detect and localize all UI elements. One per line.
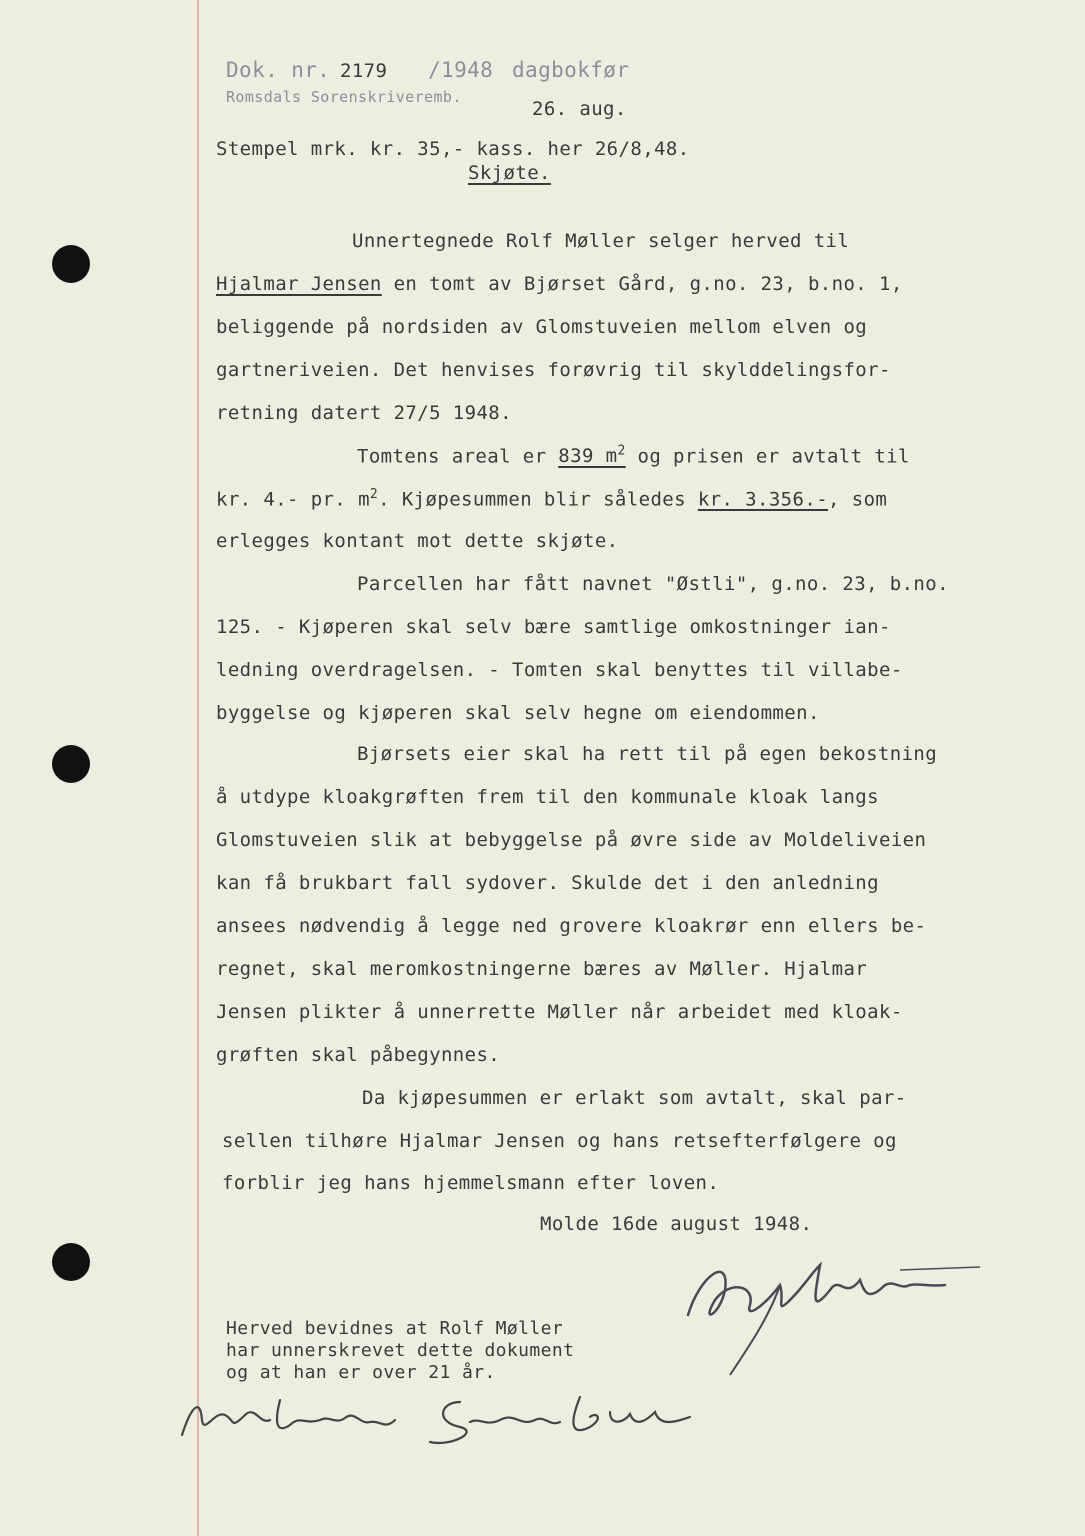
area-text: 839 m — [558, 445, 618, 468]
body-line: 125. - Kjøperen skal selv bære samtlige omkostninger ian- — [216, 616, 891, 638]
witness-line: og at han er over 21 år. — [226, 1362, 496, 1383]
body-line: Parcellen har fått navnet "Østli", g.no. 23, b.no. — [357, 573, 949, 595]
dok-label: Dok. nr. — [226, 58, 331, 82]
body-line: byggelse og kjøperen skal selv hegne om eiendommen. — [216, 702, 820, 724]
stamp-line: Stempel mrk. kr. 35,- kass. her 26/8,48. — [216, 138, 690, 160]
body-line: regnet, skal meromkostningerne bæres av Møller. Hjalmar — [216, 958, 868, 980]
body-line — [216, 487, 887, 510]
body-line: Unnertegnede Rolf Møller selger herved til — [352, 230, 850, 252]
body-line: ledning overdragelsen. - Tomten skal benyttes til villabe- — [216, 659, 903, 681]
body-line: Glomstuveien slik at bebyggelse på øvre side av Moldeliveien — [216, 829, 927, 851]
body-text: en tomt av Bjørset Gård, g.no. 23, b.no. 1, — [381, 273, 903, 295]
body-line: gartneriveien. Det henvises forøvrig til skylddelingsfor- — [216, 359, 891, 381]
body-text: Tomtens areal er — [357, 445, 559, 468]
body-line: beliggende på nordsiden av Glomstuveien mellom elven og — [216, 316, 868, 338]
body-line: erlegges kontant mot dette skjøte. — [216, 530, 619, 552]
body-line: forblir jeg hans hjemmelsmann efter loven. — [222, 1172, 720, 1194]
body-line: å utdype kloakgrøften frem til den kommunale kloak langs — [216, 786, 879, 808]
body-line: Jensen plikter å unnerrette Møller når arbeidet med kloak- — [216, 1001, 903, 1023]
witness-line: har unnerskrevet dette dokument — [226, 1340, 575, 1361]
body-line: kan få brukbart fall sydover. Skulde det i den anledning — [216, 872, 879, 894]
buyer-name: Hjalmar Jensen — [216, 273, 382, 295]
seller-signature — [670, 1245, 990, 1385]
body-line: sellen tilhøre Hjalmar Jensen og hans retsefterfølgere og — [222, 1130, 897, 1152]
body-line — [357, 444, 910, 467]
body-line: Bjørsets eier skal ha rett til på egen bekostning — [357, 743, 938, 765]
office-stamp: Romsdals Sorenskriveremb. — [226, 88, 462, 106]
body-text: og prisen er avtalt til — [625, 445, 910, 468]
punch-hole — [52, 1243, 90, 1281]
body-line — [216, 273, 903, 295]
body-line: ansees nødvendig å legge ned grovere kloakrør enn ellers be- — [216, 915, 927, 937]
body-line: grøften skal påbegynnes. — [216, 1044, 501, 1066]
superscript: 2 — [617, 444, 626, 459]
punch-hole — [52, 245, 90, 283]
dok-year: /1948 — [428, 58, 494, 82]
witness1-signature — [170, 1380, 410, 1450]
purchase-sum: kr. 3.356.- — [697, 488, 829, 511]
dagbok-stamp: dagbokfør — [512, 58, 630, 82]
margin-line — [197, 0, 199, 1536]
dok-number: 2179 — [340, 60, 388, 82]
body-text: kr. 4.- pr. m — [216, 488, 370, 511]
superscript: 2 — [369, 487, 379, 502]
body-text: , som — [828, 488, 888, 511]
place-date: Molde 16de august 1948. — [540, 1213, 813, 1235]
area-value — [558, 445, 625, 467]
document-title: Skjøte. — [468, 162, 551, 184]
witness2-signature — [420, 1382, 710, 1452]
body-line: Da kjøpesummen er erlakt som avtalt, skal par- — [362, 1087, 907, 1109]
body-text: . Kjøpesummen blir således — [378, 488, 698, 511]
punch-hole — [52, 745, 90, 783]
body-line: retning datert 27/5 1948. — [216, 402, 512, 424]
witness-line: Herved bevidnes at Rolf Møller — [226, 1318, 564, 1339]
stamp-date: 26. aug. — [532, 98, 627, 120]
